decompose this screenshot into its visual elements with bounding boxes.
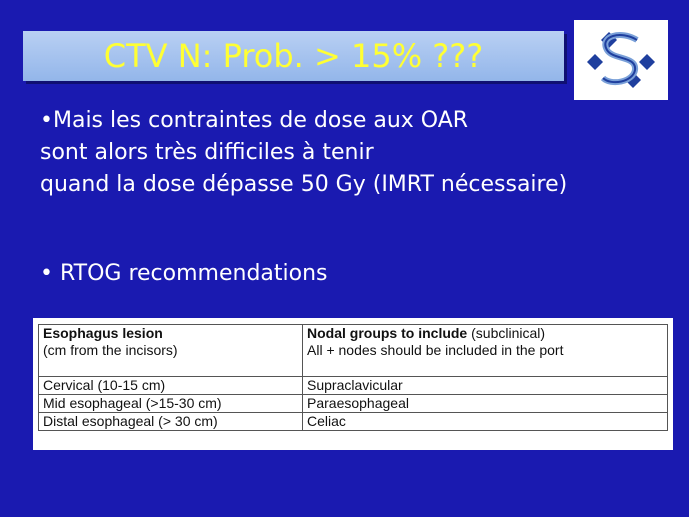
bullet1-line2: sont alors très difficiles à tenir xyxy=(40,140,374,165)
slide-title: CTV N: Prob. > 15% ??? xyxy=(103,37,484,75)
bullet2: • RTOG recommendations xyxy=(40,261,328,286)
table-row xyxy=(39,377,668,395)
lesion-cell: Cervical (10-15 cm) xyxy=(39,377,303,395)
rtog-table xyxy=(38,324,668,431)
nodes-cell: Supraclavicular xyxy=(303,377,668,395)
header-lesion-sub: (cm from the incisors) xyxy=(43,342,178,358)
nodes-cell: Celiac xyxy=(303,413,668,431)
title-bar xyxy=(23,31,564,81)
lesion-cell: Mid esophageal (>15-30 cm) xyxy=(39,395,303,413)
table-row xyxy=(39,395,668,413)
society-logo-icon xyxy=(581,26,661,94)
bullet-list xyxy=(40,105,670,201)
rtog-table-panel xyxy=(33,318,673,450)
header-nodes-qualifier: (subclinical) xyxy=(467,325,546,341)
bullet1-line1: •Mais les contraintes de dose aux OAR xyxy=(40,108,469,133)
table-header-row xyxy=(39,325,668,377)
table-row xyxy=(39,413,668,431)
lesion-cell: Distal esophageal (> 30 cm) xyxy=(39,413,303,431)
header-lesion-title: Esophagus lesion xyxy=(43,325,163,341)
header-nodes-cell xyxy=(303,325,668,377)
logo xyxy=(574,20,668,100)
bullet1-line3: quand la dose dépasse 50 Gy (IMRT nécessaire) xyxy=(40,172,568,197)
header-nodes-sub: All + nodes should be included in the port xyxy=(307,342,564,358)
nodes-cell: Paraesophageal xyxy=(303,395,668,413)
header-nodes-title: Nodal groups to include xyxy=(307,325,468,341)
header-lesion-cell xyxy=(39,325,303,377)
